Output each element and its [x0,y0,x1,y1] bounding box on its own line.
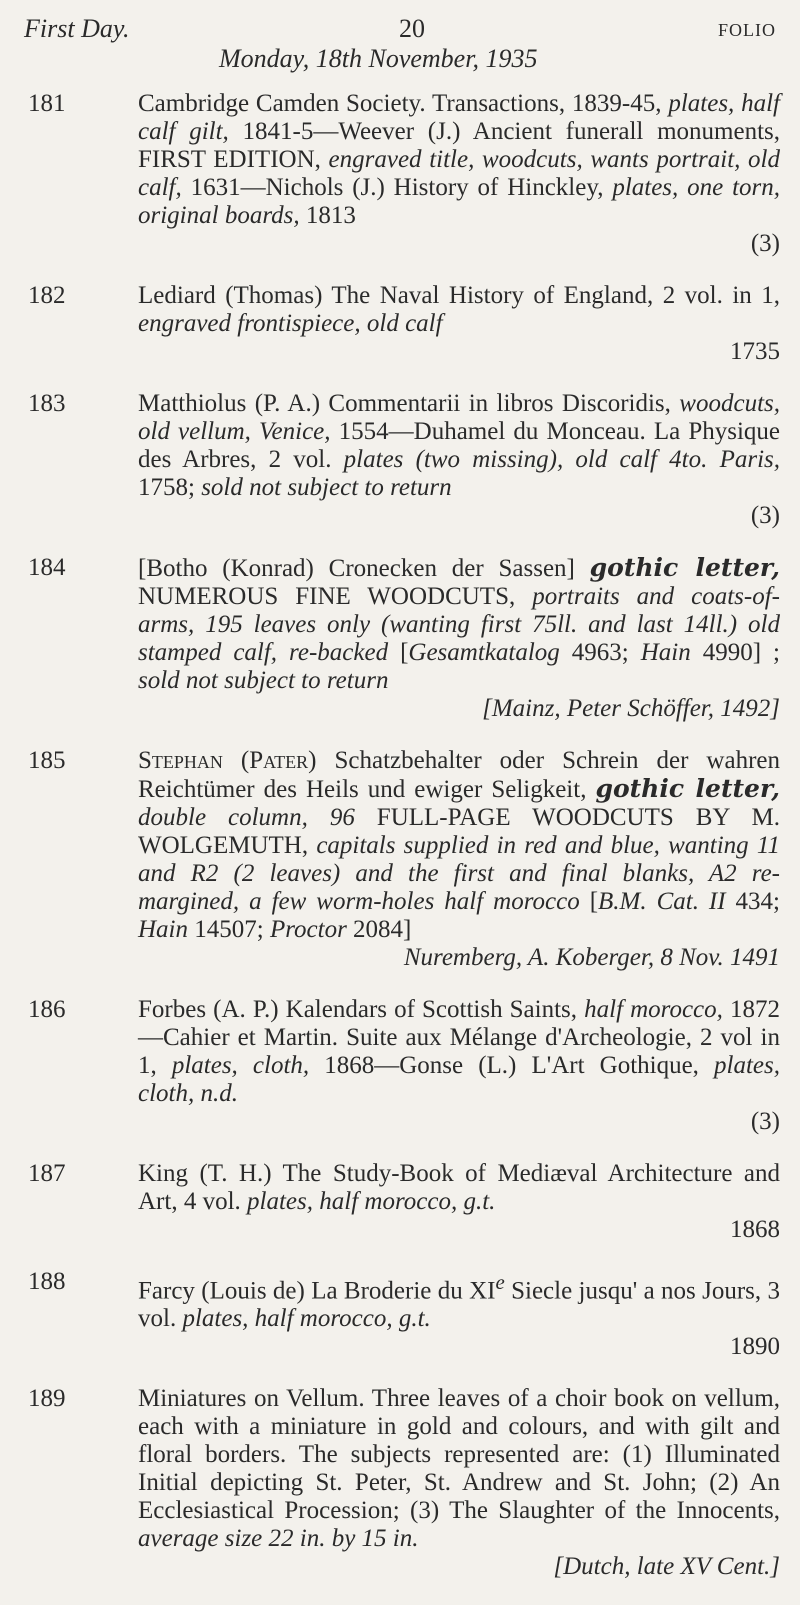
lot-185 [24,747,780,972]
lot-count: (3) [750,502,780,529]
lot-186 [24,996,780,1136]
page-number: 20 [399,14,425,43]
lot-number: 184 [28,554,66,581]
lot-number: 188 [28,1268,66,1295]
lot-number: 181 [28,90,66,117]
day-label: First Day. [24,14,130,43]
lot-188 [24,1268,780,1361]
lot-description: King (T. H.) The Study-Book of Mediæval Architecture and Art, 4 vol. plates, half morocco, g.t. 1868 [138,1160,780,1243]
lot-187 [24,1160,780,1244]
lot-number: 187 [28,1160,66,1187]
lot-year: 1890 [730,1333,780,1361]
lot-description: Miniatures on Vellum. Three leaves of a choir book on vellum, each with a miniature in gold and colours, and with gilt and floral borders. The subjects represented are: (1) Illuminated Initial depicting St. Peter, St. Andrew and St. John; (2) An Ecclesiastical Procession; (3) The Slaughter of the Innocents, average size 22 in. by 15 in. [Dutch, late XV Cent.] [138,1385,780,1581]
lot-description: Matthiolus (P. A.) Commentarii in libros Discoridis, woodcuts, old vellum, Venice, 1554—Duhamel du Monceau. La Physique des Arbres, 2 vol. plates (two missing), old calf 4to. Paris, 1758; sold not subject to return (3) [138,390,780,529]
page-header [24,14,776,74]
lot-183 [24,390,780,530]
lot-description: Forbes (A. P.) Kalendars of Scottish Saints, half morocco, 1872—Cahier et Martin. Suite aux Mélange d'Archeologie, 2 vol in 1, plates, cloth, 1868—Gonse (L.) L'Art Gothique, plates, cloth, n.d. (3) [138,996,780,1135]
lot-description: Farcy (Louis de) La Broderie du XIe Siecle jusqu' a nos Jours, 3 vol. plates, half morocco, g.t. 1890 [138,1270,781,1361]
lot-count: (3) [750,1108,780,1135]
lot-181 [24,90,780,258]
lot-imprint: [Mainz, Peter Schöffer, 1492] [482,695,780,722]
lot-description: Cambridge Camden Society. Transactions, 1839-45, plates, half calf gilt, 1841-5—Weever (J.) Ancient funerall monuments, FIRST EDITION, engraved title, woodcuts, wants portrait, old calf, 1631—Nichols (J.) History of Hinckley, plates, one torn, original boards, 1813 (3) [138,90,781,257]
lot-number: 182 [28,282,66,309]
lot-description: [Botho (Konrad) Cronecken der Sassen] gothic letter, NUMEROUS FINE WOODCUTS, portraits and coats-of-arms, 195 leaves only (wanting first 75ll. and last 14ll.) old stamped calf, re-backed [Gesamtkatalog 4963; Hain 4990] ; sold not subject to return [Mainz, Peter Schöffer, 1492] [138,553,781,722]
lot-imprint: [Dutch, late XV Cent.] [553,1553,780,1581]
lot-number: 186 [28,996,66,1023]
lot-list [24,90,780,1605]
lot-182 [24,282,780,366]
lot-description: Lediard (Thomas) The Naval History of England, 2 vol. in 1, engraved frontispiece, old calf 1735 [138,282,780,365]
lot-number: 185 [28,747,66,774]
lot-count: (3) [750,230,780,257]
lot-year: 1735 [730,338,780,365]
lot-189 [24,1385,780,1581]
lot-number: 189 [28,1385,66,1413]
lot-imprint: Nuremberg, A. Koberger, 8 Nov. 1491 [403,944,780,971]
lot-description: Stephan (Pater) Schatzbehalter oder Schrein der wahren Reichtümer des Heils und ewiger Seligkeit, gothic letter, double column, 96 FULL-PAGE WOODCUTS BY M. WOLGEMUTH, capitals supplied in red and blue, wanting 11 and R2 (2 leaves) and the first and final blanks, A2 re-margined, a few worm-holes half morocco [B.M. Cat. II 434; Hain 14507; Proctor 2084] Nuremberg, A. Koberger, 8 Nov. 1491 [138,747,780,971]
sale-date: Monday, 18th November, 1935 [219,44,538,73]
format-label: FOLIO [718,20,776,40]
lot-number: 183 [28,390,66,417]
lot-184 [24,554,780,723]
lot-year: 1868 [730,1216,780,1243]
